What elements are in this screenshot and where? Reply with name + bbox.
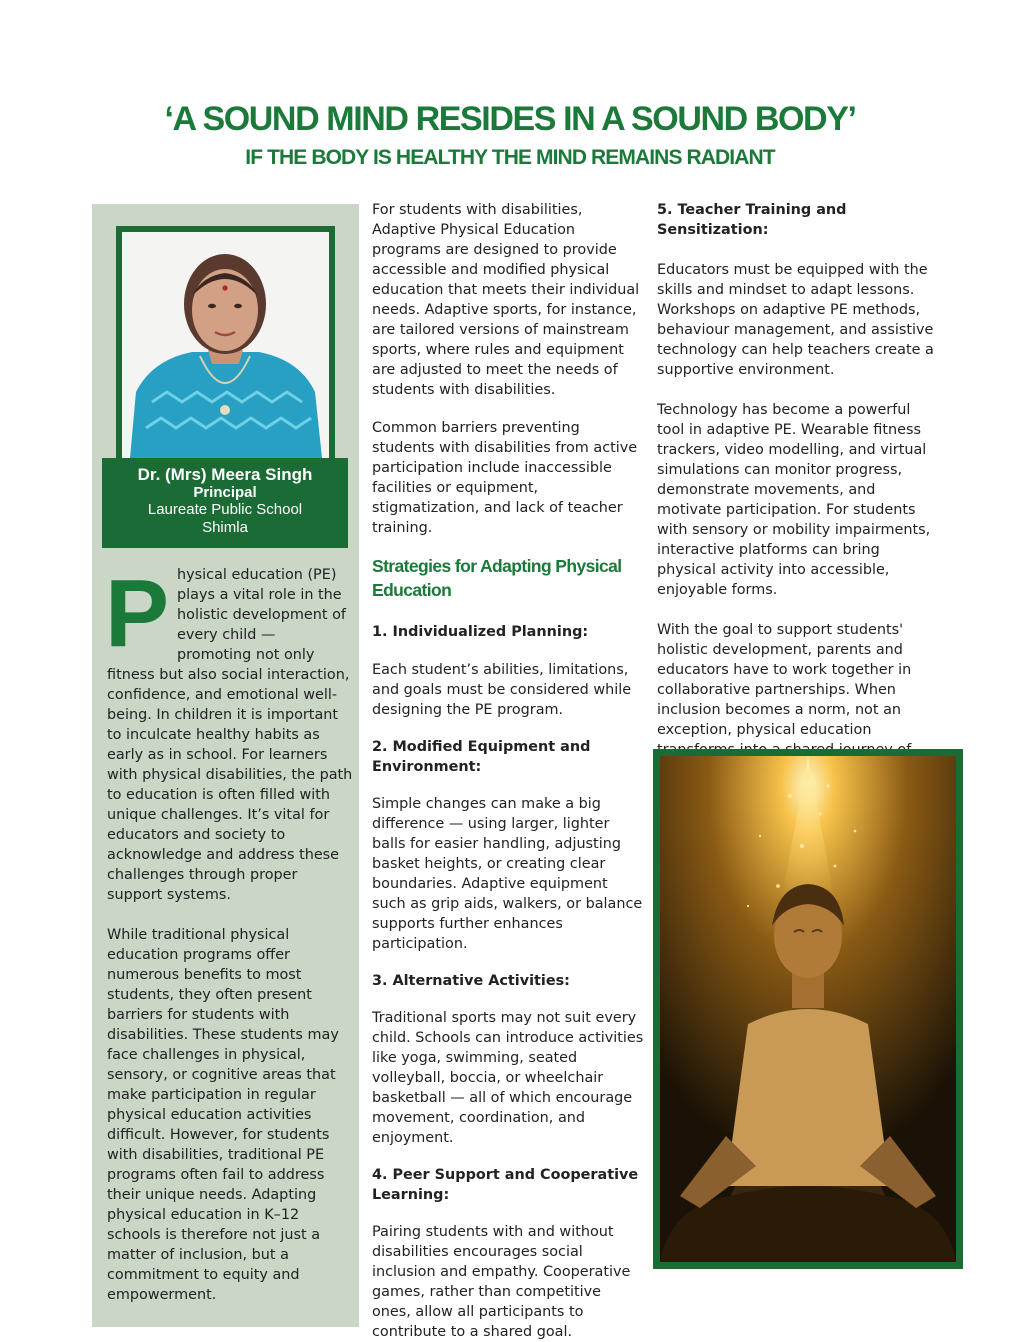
intro-paragraph-2: While traditional physical education programs offer numerous benefits to most students, they often present barriers for students with disabilities. These students may face challenges in physical, sensory, or cognitive areas that make participation in regular physical education activities difficult. However, for students with disabilities, traditional PE programs often fail to address their unique needs. Adapting physical education in K–12 schools is therefore not just a matter of inclusion, but a commitment to equity and empowerment. xyxy=(107,927,339,1303)
headline-subtitle: IF THE BODY IS HEALTHY THE MIND REMAINS RADIANT xyxy=(245,146,775,169)
middle-column xyxy=(372,200,644,1342)
profile-caption xyxy=(102,458,348,548)
meditation-illustration xyxy=(653,749,963,1269)
strategy-2-text: Simple changes can make a big difference — using larger, lighter balls for easier handling, adjusting basket heights, or creating clear boundaries. Adaptive equipment such as grip aids, walkers, or balance supports further enhances participation. xyxy=(372,796,643,952)
adaptive-pe-paragraph: For students with disabilities, Adaptive Physical Education programs are designed to provide accessible and modified physical education that meets their individual needs. Adaptive sports, for instance, are tailored versions of mainstream sports, where rules and equipment are adjusted to meet the needs of students with disabilities. xyxy=(372,202,640,398)
drop-cap: P xyxy=(105,560,170,667)
strategy-4-text: Pairing students with and without disabilities encourages social inclusion and empathy. Cooperative games, rather than competitive ones, allow all participants to contribute to a shared goal. xyxy=(372,1224,631,1340)
strategy-3-title: 3. Alternative Activities: xyxy=(372,973,570,989)
profile-school: Laureate Public School xyxy=(147,501,303,518)
goal-paragraph: With the goal to support students' holistic development, parents and educators have to work together in collaborative partnerships. When inclusion becomes a norm, not an exception, physical education xyxy=(657,622,912,738)
profile-city: Shimla xyxy=(202,519,248,536)
technology-paragraph: Technology has become a powerful tool in adaptive PE. Wearable fitness trackers, video modelling, and virtual simulations can monitor progress, demonstrate movements, and motivate participation. For students with sensory or mobility impairments, interactive platforms can bring physical activity into accessible, enjoyable forms. xyxy=(657,402,931,598)
principal-photo xyxy=(116,226,335,464)
profile-name: Dr. (Mrs) Meera Singh xyxy=(137,465,313,484)
strategies-heading: Strategies for Adapting Physical Education xyxy=(372,556,622,600)
strategy-3-text: Traditional sports may not suit every child. Schools can introduce activities like yoga, swimming, seated volleyball, boccia, or wheelchair basketball — all of which encourage movement, coordination, and enjoyment. xyxy=(372,1010,644,1146)
strategy-5-title: 5. Teacher Training and Sensitization: xyxy=(657,202,847,238)
strategy-2-title: 2. Modified Equipment and Environment: xyxy=(372,739,591,775)
strategy-4-title: 4. Peer Support and Cooperative Learning: xyxy=(372,1167,639,1203)
intro-column xyxy=(105,560,353,1305)
right-column xyxy=(657,200,939,780)
strategy-1-text: Each student’s abilities, limitations, and goals must be considered while designing the PE program. xyxy=(372,662,632,718)
strategy-5-text: Educators must be equipped with the skills and mindset to adapt lessons. Workshops on adaptive PE methods, behaviour management, and assistive technology can help teachers create a supportive environment. xyxy=(657,262,934,378)
headline-title: ‘A SOUND MIND RESIDES IN A SOUND BODY’ xyxy=(164,100,856,138)
barriers-paragraph: Common barriers preventing students with disabilities from active participation include inaccessible facilities or equipment, stigmatization, and lack of teacher training. xyxy=(372,420,638,536)
intro-paragraph-1: hysical education (PE) plays a vital role in the holistic development of every child — promoting not only fitness but also social interaction, confidence, and emotional well-being. In children it is important to inculcate healthy habits as early as in school. For learners with physical disabilities, the path to education is often filled with unique challenges. It’s vital for educators and society to acknowledge and address these challenges through proper support systems. xyxy=(107,567,353,903)
strategy-1-title: 1. Individualized Planning: xyxy=(372,624,589,640)
profile-role: Principal xyxy=(193,484,257,501)
